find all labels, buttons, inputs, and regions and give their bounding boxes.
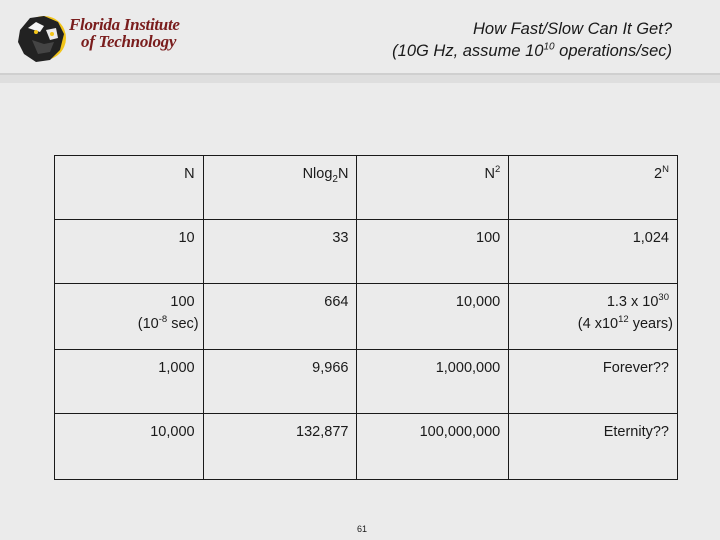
complexity-table — [54, 155, 678, 480]
twon-exp: 30 — [658, 292, 669, 304]
logo-line-2: of Technology — [81, 32, 177, 51]
title-line-2-post: operations/sec) — [554, 42, 672, 60]
table-row — [55, 284, 678, 350]
table-row — [55, 414, 678, 480]
cell-two-to-n-note — [517, 313, 673, 335]
header-nlogn-pre: Nlog — [302, 166, 333, 182]
cell-two-to-n-value — [607, 294, 669, 310]
header-rule — [0, 73, 720, 83]
page-number: 61 — [357, 524, 368, 534]
header-2n-exp: N — [662, 164, 669, 176]
logo-wordmark — [69, 16, 180, 50]
cell-n: 10 — [55, 220, 204, 284]
cell-n-squared: 100 — [357, 220, 509, 284]
title-line-1: How Fast/Slow Can It Get? — [473, 20, 672, 38]
header-nlogn — [203, 156, 357, 220]
title-line-2-pre: (10G Hz, assume 10 — [392, 42, 544, 60]
cell-n: 1,000 — [55, 350, 204, 414]
cell-nlogn: 664 — [203, 284, 357, 350]
cell-nlogn: 132,877 — [203, 414, 357, 480]
note-post: sec) — [167, 316, 199, 332]
table-row — [55, 350, 678, 414]
header-n-squared — [357, 156, 509, 220]
header-n — [55, 156, 204, 220]
cell-two-to-n: Forever?? — [509, 350, 678, 414]
cell-n — [55, 284, 204, 350]
logo-line-1: Florida Institute — [69, 15, 180, 34]
title-exponent: 10 — [543, 41, 555, 53]
cell-two-to-n: 1,024 — [509, 220, 678, 284]
note-exp: -8 — [158, 314, 168, 326]
cell-n: 10,000 — [55, 414, 204, 480]
header-n-text: N — [184, 166, 195, 182]
header-two-to-n — [509, 156, 678, 220]
header-2n-base: 2 — [654, 166, 663, 182]
twon-note-post: years) — [628, 316, 673, 332]
cell-nlogn: 33 — [203, 220, 357, 284]
table-header-row — [55, 156, 678, 220]
header-n2-base: N — [484, 166, 495, 182]
cell-nlogn: 9,966 — [203, 350, 357, 414]
cell-n-value: 100 — [170, 294, 195, 310]
panther-logo-icon — [14, 10, 74, 64]
header-nlogn-post: N — [337, 166, 349, 182]
cell-n-squared: 1,000,000 — [357, 350, 509, 414]
cell-n-squared: 10,000 — [357, 284, 509, 350]
header-n2-exp: 2 — [494, 164, 501, 176]
note-pre: (10 — [137, 316, 159, 332]
cell-two-to-n — [509, 284, 678, 350]
twon-pre: 1.3 x 10 — [606, 294, 659, 310]
cell-n-squared: 100,000,000 — [357, 414, 509, 480]
title-line-2 — [392, 40, 672, 62]
fit-logo — [14, 10, 189, 64]
slide-title — [392, 18, 672, 62]
twon-note-pre: (4 x10 — [577, 316, 619, 332]
header-nlogn-sub: 2 — [332, 173, 338, 185]
cell-two-to-n: Eternity?? — [509, 414, 678, 480]
table-row — [55, 220, 678, 284]
twon-note-exp: 12 — [618, 314, 629, 326]
cell-n-note — [63, 313, 199, 335]
